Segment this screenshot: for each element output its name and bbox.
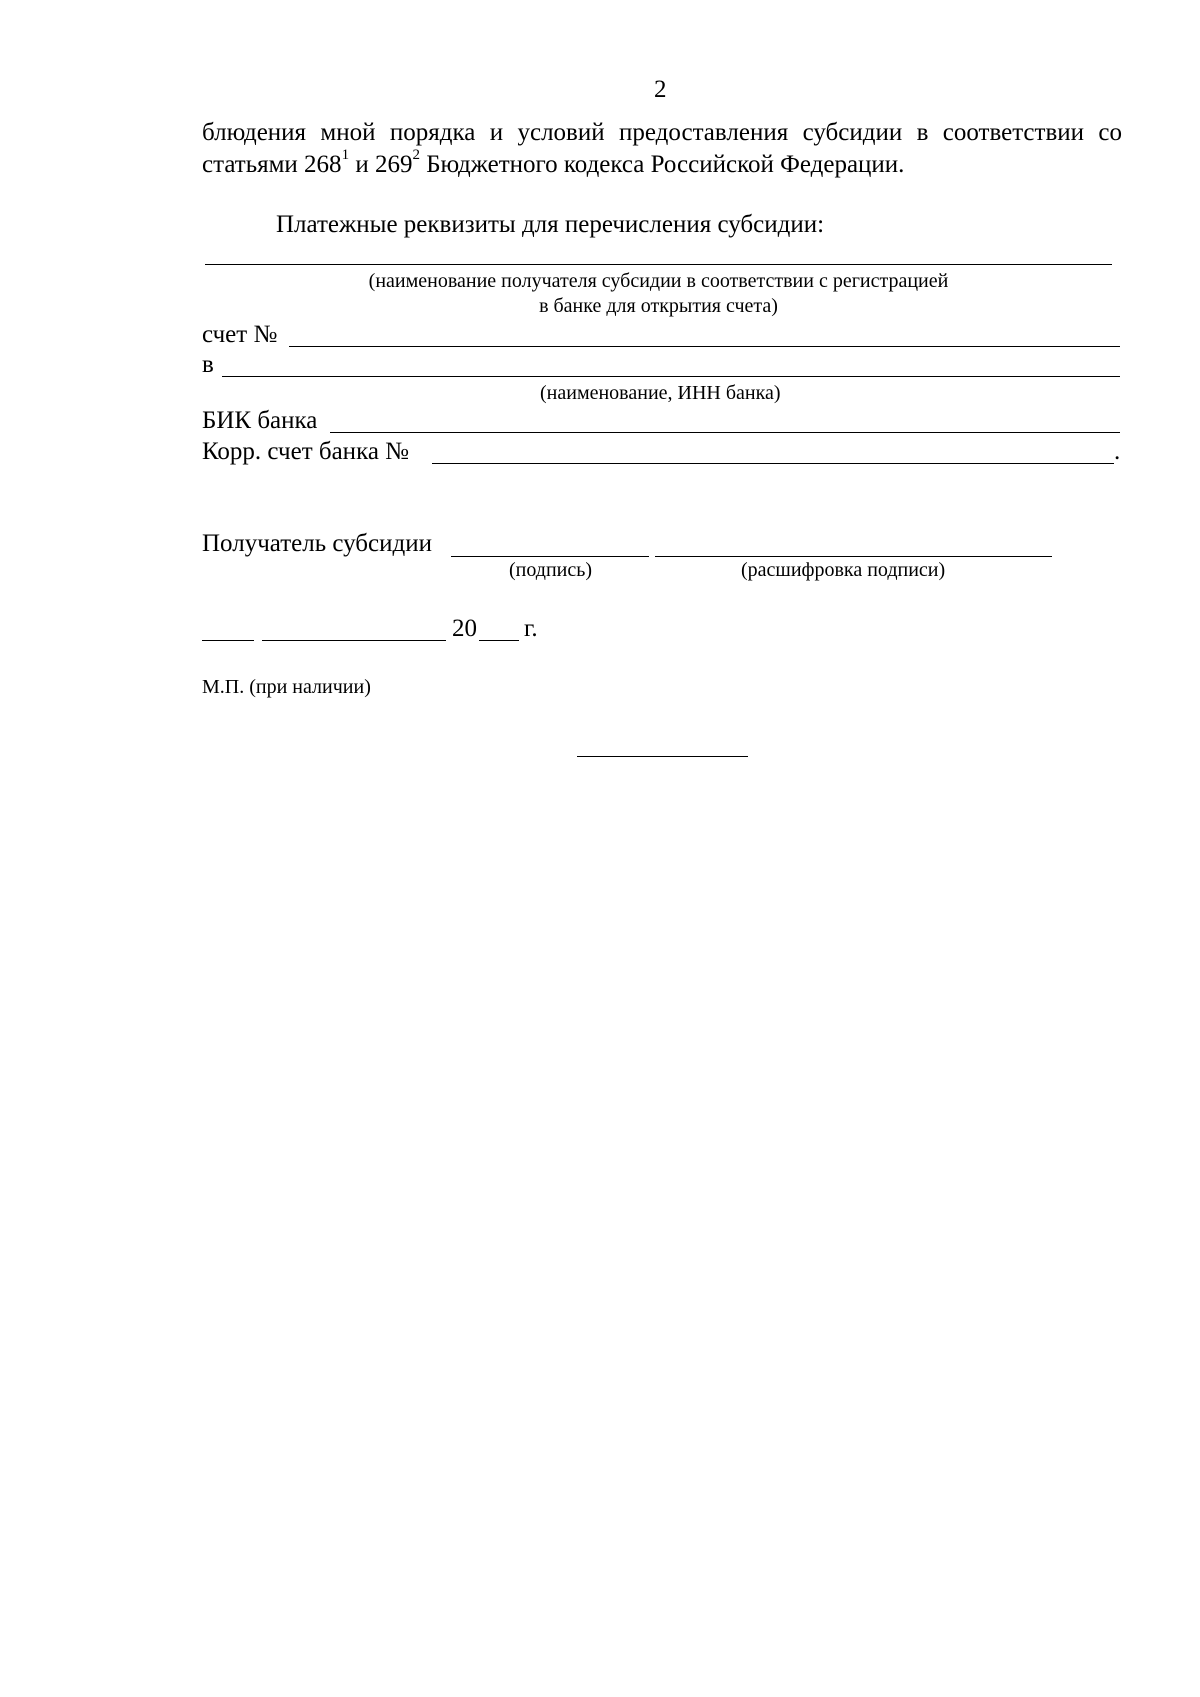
end-separator [577,756,748,757]
intro-text-b: и 269 [349,151,413,178]
account-number-field[interactable] [289,346,1120,347]
account-label: счет № [202,321,278,348]
recipient-hint-2: в банке для открытия счета) [539,295,778,317]
recipient-hint-1: (наименование получателя субсидии в соответствии с регистрацией [368,270,949,292]
date-year-suffix: г. [524,615,538,642]
intro-text-c: Бюджетного кодекса Российской Федерации. [419,151,905,178]
decode-hint: (расшифровка подписи) [741,559,946,581]
superscript-2: 2 [412,147,420,163]
date-day-field[interactable] [202,640,254,641]
bank-hint: (наименование, ИНН банка) [540,382,781,404]
corr-label: Корр. счет банка № [202,438,410,465]
sign-hint: (подпись) [509,559,593,581]
bik-label: БИК банка [202,407,318,434]
superscript-1: 1 [341,147,350,163]
bank-in-label: в [202,351,214,378]
recipient-name-field[interactable] [205,264,1112,265]
bik-field[interactable] [330,432,1120,433]
recipient-label: Получатель субсидии [202,530,432,557]
intro-text-a: статьями 268 [202,151,342,178]
page-number: 2 [654,76,667,103]
date-month-field[interactable] [262,640,446,641]
signature-field[interactable] [451,556,649,557]
signature-decode-field[interactable] [655,556,1052,557]
stamp-label: М.П. (при наличии) [202,676,371,698]
intro-line-1 [202,120,1122,145]
corr-end-period: . [1114,438,1121,465]
corr-account-field[interactable] [432,463,1114,464]
payment-heading: Платежные реквизиты для перечисления субсидии: [276,211,825,238]
date-year-prefix: 20 [452,615,477,642]
date-year-field[interactable] [479,640,519,641]
bank-name-field[interactable] [222,376,1120,377]
intro-line-2 [202,147,905,178]
intro-line-1-text: блюдения мной порядка и условий предоставления субсидии в соответствии со [202,119,1122,146]
